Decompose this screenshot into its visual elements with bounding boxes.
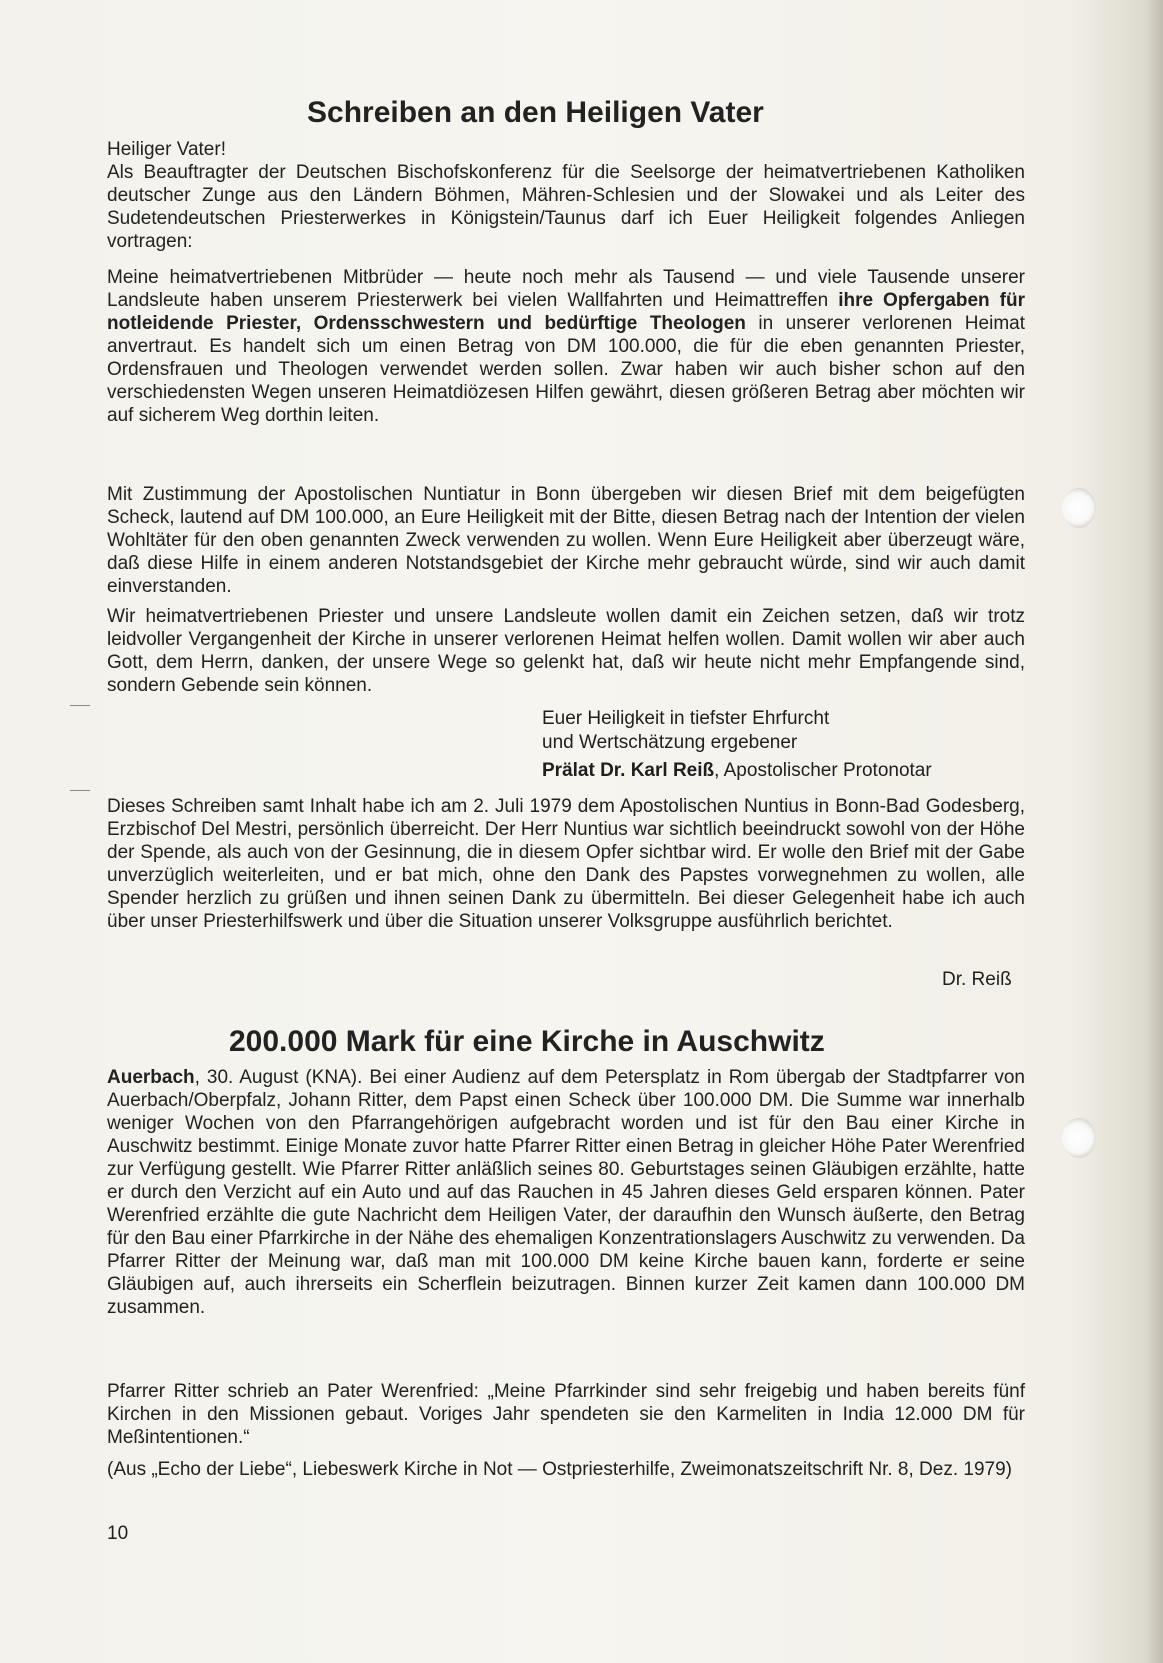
report-paragraph: Dieses Schreiben samt Inhalt habe ich am 2. Juli 1979 dem Apostolischen Nuntius in Bonn-Bad Godesberg, Erzbischof Del Mestri, persönlich überreicht. Der Herr Nuntius war sichtlich beeindruckt sowohl von der Höhe der Spende, als auch von der Gesinnung, die in diesem Opfer sichtbar wird. Er wolle den Brief mit der Gabe unverzüglich weiterleiten, und er bat mich, ohne den Dank des Papstes vorwegnehmen zu wollen, alle Spender herzlich zu grüßen und ihnen seinen Dank zu übermitteln. Bei dieser Gelegenheit habe ich auch über unser Priesterhilfswerk und über die Situation unserer Volksgruppe ausführlich berichtet. bbox=[107, 796, 1025, 932]
signature: Prälat Dr. Karl Reiß, Apostolischer Protonotar bbox=[542, 760, 932, 781]
closing-line: und Wertschätzung ergebener bbox=[542, 732, 798, 753]
margin-mark bbox=[70, 790, 90, 791]
closing-line: Euer Heiligkeit in tiefster Ehrfurcht bbox=[542, 708, 830, 729]
report-signature: Dr. Reiß bbox=[942, 969, 1012, 990]
letter-paragraph: Wir heimatvertriebenen Priester und unsere Landsleute wollen damit ein Zeichen setzen, daß wir trotz leidvoller Vergangenheit der Kirche in unserer verlorenen Heimat helfen wollen. Damit wollen wir aber auch Gott, dem Herrn, danken, der unsere Wege so gelenkt hat, daß wir heute nicht mehr Empfangende sind, sondern Gebende sein können. bbox=[107, 606, 1025, 696]
letter-paragraph: Meine heimatvertriebenen Mitbrüder — heute noch mehr als Tausend — und viele Tausende unserer Landsleute haben unserem Priesterwerk bei vielen Wallfahrten und Heimattreffen ihre Opfergaben für notleidende Priester, Ordensschwestern und bedürftige Theologen in unserer verlorenen Heimat anvertraut. Es handelt sich um einen Betrag von DM 100.000, die für die eben genannten Priester, Ordensfrauen und Theologen verwendet werden sollen. Zwar haben wir auch bisher schon auf den verschiedensten Wegen unseren Heimatdiözesen Hilfen gewährt, diesen größeren Betrag aber möchten wir auf sicherem Weg dorthin leiten. bbox=[107, 267, 1026, 426]
letter-paragraph: Mit Zustimmung der Apostolischen Nuntiatur in Bonn übergeben wir diesen Brief mit dem beigefügten Scheck, lautend auf DM 100.000, an Eure Heiligkeit mit der Bitte, diesen Betrag nach der Intention der vielen Wohltäter für den oben genannten Zweck verwenden zu wollen. Wenn Eure Heiligkeit aber überzeugt wäre, daß diese Hilfe in einem anderen Notstandsgebiet der Kirche mehr gebraucht würde, sind wir auch damit einverstanden. bbox=[107, 484, 1025, 597]
source-note: (Aus „Echo der Liebe“, Liebeswerk Kirche in Not — Ostpriesterhilfe, Zweimonatszeitschrift Nr. 8, Dez. 1979) bbox=[107, 1459, 1012, 1480]
margin-mark bbox=[70, 705, 90, 706]
punch-hole bbox=[1062, 488, 1096, 528]
letter-title: Schreiben an den Heiligen Vater bbox=[307, 96, 764, 129]
punch-hole bbox=[1062, 1118, 1096, 1158]
article-title: 200.000 Mark für eine Kirche in Auschwitz bbox=[229, 1025, 825, 1058]
article-paragraph: Auerbach, 30. August (KNA). Bei einer Audienz auf dem Petersplatz in Rom übergab der Stadtpfarrer von Auerbach/Oberpfalz, Johann Ritter, dem Papst einen Scheck über 100.000 DM. Die Summe war innerhalb weniger Wochen von den Pfarrangehörigen aufgebracht worden und ist für den Bau einer Kirche in Auschwitz bestimmt. Einige Monate zuvor hatte Pfarrer Ritter einen Betrag in gleicher Höhe Pater Werenfried zur Verfügung gestellt. Wie Pfarrer Ritter anläßlich seines 80. Geburtstages seinen Gläubigen erzählte, hatte er durch den Verzicht auf ein Auto und auf das Rauchen in 45 Jahren dieses Geld ersparen können. Pater Werenfried erzählte die gute Nachricht dem Heiligen Vater, der daraufhin den Wunsch äußerte, den Betrag für den Bau einer Pfarrkirche in der Nähe des ehemaligen Konzentrationslagers Auschwitz zu verwenden. Da Pfarrer Ritter der Meinung war, daß man mit 100.000 DM keine Kirche bauen kann, forderte er seine Gläubigen auf, auch ihrerseits ein Scherflein beizutragen. Binnen kurzer Zeit kamen dann 100.000 DM zusammen. bbox=[107, 1067, 1025, 1318]
salutation: Heiliger Vater! bbox=[107, 139, 226, 160]
page-edge-shadow bbox=[1145, 0, 1163, 1663]
letter-paragraph: Als Beauftragter der Deutschen Bischofskonferenz für die Seelsorge der heimatvertriebenen Katholiken deutscher Zunge aus den Ländern Böhmen, Mähren-Schlesien und der Slowakei und als Leiter des Sudetendeutschen Priesterwerkes in Königstein/Taunus darf ich Euer Heiligkeit folgendes Anliegen vortragen: bbox=[107, 162, 1025, 252]
article-paragraph: Pfarrer Ritter schrieb an Pater Werenfried: „Meine Pfarrkinder sind sehr freigebig und haben bereits fünf Kirchen in den Missionen gebaut. Voriges Jahr spendeten sie den Karmeliten in India 12.000 DM für Meßintentionen.“ bbox=[107, 1381, 1025, 1448]
page-number: 10 bbox=[107, 1523, 129, 1544]
